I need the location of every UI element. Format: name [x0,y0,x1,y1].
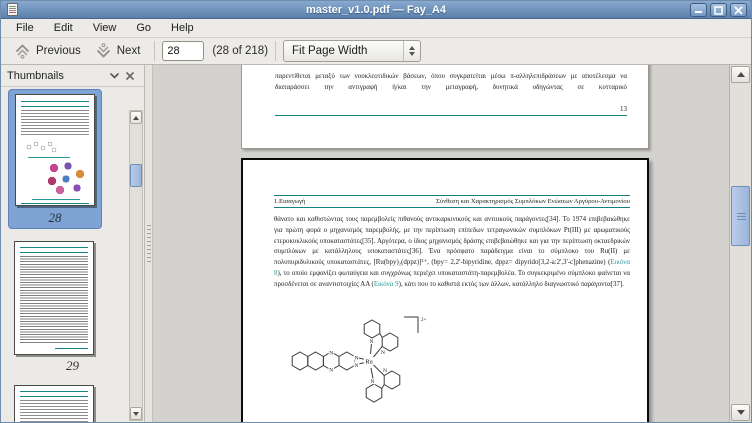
sidebar-scrollbar[interactable] [129,110,143,421]
maximize-icon [714,6,723,15]
ru-metal-label: Ru [365,358,373,366]
thumbnail-list [1,87,144,422]
thumbnail-page-28 [15,94,95,206]
grip-icon [147,225,151,265]
zoom-mode-combobox[interactable] [283,40,421,62]
thumbnail-item-28[interactable] [8,89,102,229]
thumbnails-sidebar [1,65,145,422]
previous-label: Previous [36,45,81,57]
sidebar-scroll-up-button[interactable] [130,111,142,124]
arrow-down-icon [737,410,745,415]
paragraph-text: θάνατο και καθιστώντας τους παρεμβολείς πιθανούς αντικαρκινικούς και αντιιικούς παράγοντες[34]. Το 1974 επιβεβαιώθηκε για πρώτη φορά ο μηχανισμός παρεμβολής, με την περίπτωση επίπεδων τετραγωνικών συμπλόκων Pt(III) με αρωματικούς ετεροκυκλικούς υποκαταστάτες[35]. Αργότερα, ο ίδιος μηχανισμός δράσης επιβεβαιώθηκε και για την περίπτωση οκταεδρικών συμπλόκων με κατάλληλους υποκαταστάτες[36]. Ένα πρόσφατο παράδειγμα είναι το σύμπλοκο του Ru(II) με πολυπυριδυλικούς υποκαταστάτες, [Ru(bpy)₂(dppz)]²⁺, (bpy= 2,2'-bipyridine, dppz= dipyrido[3,2-a:2',3'-c]phenazine) ( [274,216,630,267]
pdf-page-28-current [241,158,649,422]
thumbnail-page-30 [14,385,94,422]
page28-paragraph [274,215,630,291]
sidebar-scrollbar-thumb[interactable] [130,164,142,187]
minimize-icon [694,6,703,14]
main-scrollbar-thumb[interactable] [731,186,750,246]
main-scrollbar[interactable] [729,65,751,422]
minimize-button[interactable] [690,3,707,17]
page27-text: παρεντίθεται μεταξύ των νουκλεοτιδικών βάσεων, όπου συγκρατείται μέσω π-αλληλεπιδράσεων με αποτέλεσμα να διαταράσσει την αντιγραφή ή/και την μεταγραφή, δυνητικά οδηγώντας σε κυτταρικό [275,73,627,91]
previous-page-button[interactable] [7,40,88,62]
titlebar [1,1,751,19]
n-atom-label: N [369,338,374,345]
menu-go[interactable]: Go [136,22,152,34]
document-view [153,65,731,422]
double-chevron-up-icon [14,43,31,59]
combo-spinner-icon [403,41,420,61]
sidebar-title: Thumbnails [7,69,64,82]
n-atom-label: N [354,355,359,362]
scroll-down-button[interactable] [731,404,750,421]
sidebar-close-button[interactable] [122,68,138,84]
menubar [1,19,751,38]
page27-number: 13 [620,105,627,113]
header-thesis-title: Σύνθεση και Χαρακτηρισμός Συμπλόκων Ενώσεων Αργύρου-Αντιμονίου [436,198,630,205]
next-page-button[interactable] [88,40,148,62]
thumb-molecule-sketch [23,139,59,155]
window-title: master_v1.0.pdf — Fay_A4 [305,3,446,16]
toolbar [1,38,751,65]
sidebar-header [1,65,144,87]
thumb-protein-image [44,161,88,197]
toolbar-separator [154,41,155,61]
pdf-page-27 [241,65,649,149]
n-atom-label: N [329,367,334,374]
toolbar-separator [275,41,276,61]
figure8-link[interactable]: Εικόνα 8 [274,259,630,277]
page27-footer-rule [275,115,627,116]
arrow-up-icon [133,116,139,120]
pane-resize-handle[interactable] [145,65,153,422]
n-atom-label: N [381,349,385,356]
next-label: Next [116,45,141,57]
close-button[interactable] [730,3,747,17]
page-number-input[interactable] [162,41,204,61]
close-x-icon [126,72,134,80]
zoom-mode-value: Fit Page Width [292,45,368,57]
menu-help[interactable]: Help [171,22,194,34]
thumbnail-page-29 [14,241,94,355]
menu-file[interactable]: File [16,22,34,34]
n-atom-label: N [329,350,334,357]
ru-complex-structure-figure [284,309,464,409]
maximize-button[interactable] [710,3,727,17]
figure9-link[interactable]: Εικόνα 9 [373,280,399,288]
n-atom-label: N [383,367,387,374]
double-chevron-down-icon [95,43,112,59]
arrow-down-icon [133,412,139,416]
menu-view[interactable]: View [92,22,117,34]
arrow-up-icon [737,72,745,77]
close-icon [734,6,743,15]
sidebar-collapse-button[interactable] [106,68,122,84]
thumbnail-label-29: 29 [66,358,79,373]
paragraph-text: ), το οποίο εμφανίζει φωταύγεια και συγχρόνως περιέχει υποκαταστάτη-παρεμβολέα. Το συγκεκριμένο σύμπλοκο φαίνεται να προσδένεται σε αναντιστοιχίες ΑΑ ( [274,269,630,288]
thumbnail-label-28: 28 [48,210,62,225]
page-count-label: (28 of 218) [212,45,269,57]
sidebar-scroll-down-button[interactable] [130,407,142,420]
charge-label: 2+ [421,317,427,323]
page28-running-header [274,195,630,208]
scroll-up-button[interactable] [731,66,750,83]
n-atom-label: N [354,362,359,369]
n-atom-label: N [370,378,375,385]
app-document-icon [7,3,18,16]
menu-edit[interactable]: Edit [53,22,73,34]
header-section: 1.Εισαγωγή [274,198,306,205]
paragraph-text: ), κάτι που το καθιστά εκτός των άλλων, κατάλληλο διαγνωστικό παράγοντα[37]. [398,280,624,288]
chevron-down-icon [110,73,119,79]
